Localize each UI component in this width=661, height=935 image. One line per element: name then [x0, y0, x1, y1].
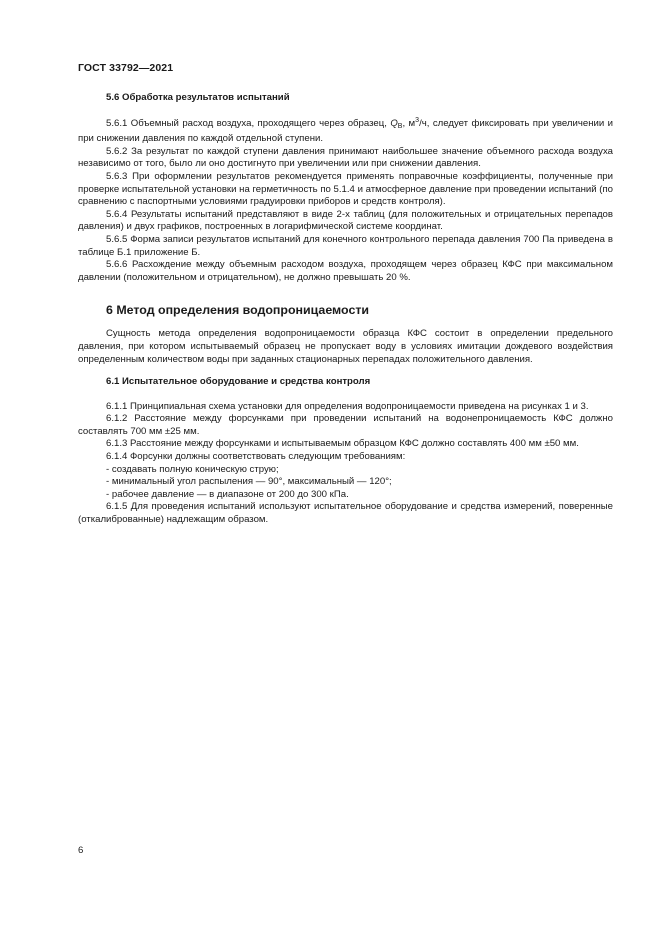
paragraph-5-6-2: 5.6.2 За результат по каждой ступени давления принимают наибольшее значение объемного расхода воздуха независимо от того, было ли оно достигнуто при увеличении или при снижении давления. [78, 145, 613, 170]
section-title-6: 6 Метод определения водопроницаемости [106, 303, 370, 318]
list-item: - рабочее давление — в диапазоне от 200 до 300 кПа. [106, 488, 349, 500]
paragraph-5-6-3: 5.6.3 При оформлении результатов рекомендуется применять поправочные коэффициенты, полученные при проверке испытательной установки на герметичность по 5.1.4 и атмосферное давление при проведении испытаний (по сравнению с паспортными условиями градуировки приборов и средств контроля). [78, 170, 613, 208]
paragraph-6-1-4: 6.1.4 Форсунки должны соответствовать следующим требованиям: [106, 451, 406, 463]
p1-text-c: /ч, следует фиксировать при увеличении и при снижении давления по каждой отдельной ступени. [78, 117, 614, 145]
subsection-title-5-6: 5.6 Обработка результатов испытаний [106, 92, 290, 103]
symbol-q: Q [390, 117, 398, 129]
unit-superscript: 3 [415, 116, 420, 124]
list-item: - минимальный угол распыления — 90°, максимальный — 120°; [106, 476, 392, 488]
paragraph-6-1-3: 6.1.3 Расстояние между форсунками и испытываемым образцом КФС должно составлять 400 мм ±50 мм. [106, 438, 579, 450]
paragraph-6-1-2: 6.1.2 Расстояние между форсунками при проведении испытаний на водонепроницаемость КФС должно составлять 700 мм ±25 мм. [78, 413, 613, 437]
p1-text-b: , м [402, 117, 416, 129]
paragraph-5-6-5: 5.6.5 Форма записи результатов испытаний для конечного контрольного перепада давления 700 Па приведена в таблице Б.1 приложение Б. [78, 233, 613, 258]
paragraph-6-intro: Сущность метода определения водопроницаемости образца КФС состоит в определении предельного давления, при котором испытываемый образец не пропускает воду в условиях имитации дождевого воздействия определенным количеством воды при заданных стационарных перепадах положительного давления. [78, 328, 613, 365]
paragraph-6-1-1: 6.1.1 Принципиальная схема установки для определения водопроницаемости приведена на рисунках 1 и 3. [106, 400, 589, 412]
paragraph-5-6-4: 5.6.4 Результаты испытаний представляют в виде 2-х таблиц (для положительных и отрицательных перепадов давления) и двух графиков, построенных в логарифмической системе координат. [78, 208, 613, 233]
paragraph-6-1-5: 6.1.5 Для проведения испытаний используют испытательное оборудование и средства измерений, поверенные (откалиброванные) надлежащим образом. [78, 501, 613, 526]
page-number: 6 [78, 845, 84, 856]
subsection-title-6-1: 6.1 Испытательное оборудование и средства контроля [106, 376, 371, 388]
paragraph-5-6-1 [78, 115, 613, 146]
symbol-q-subscript: В [397, 122, 403, 130]
list-item: - создавать полную коническую струю; [106, 463, 279, 475]
p1-text-a: 5.6.1 Объемный расход воздуха, проходящего через образец, [106, 117, 391, 129]
page-content [78, 92, 613, 527]
standard-code: ГОСТ 33792—2021 [78, 62, 174, 74]
paragraph-5-6-6: 5.6.6 Расхождение между объемным расходом воздуха, проходящем через образец КФС при максимальном давлении (положительном и отрицательном), не должно превышать 20 %. [78, 259, 613, 283]
